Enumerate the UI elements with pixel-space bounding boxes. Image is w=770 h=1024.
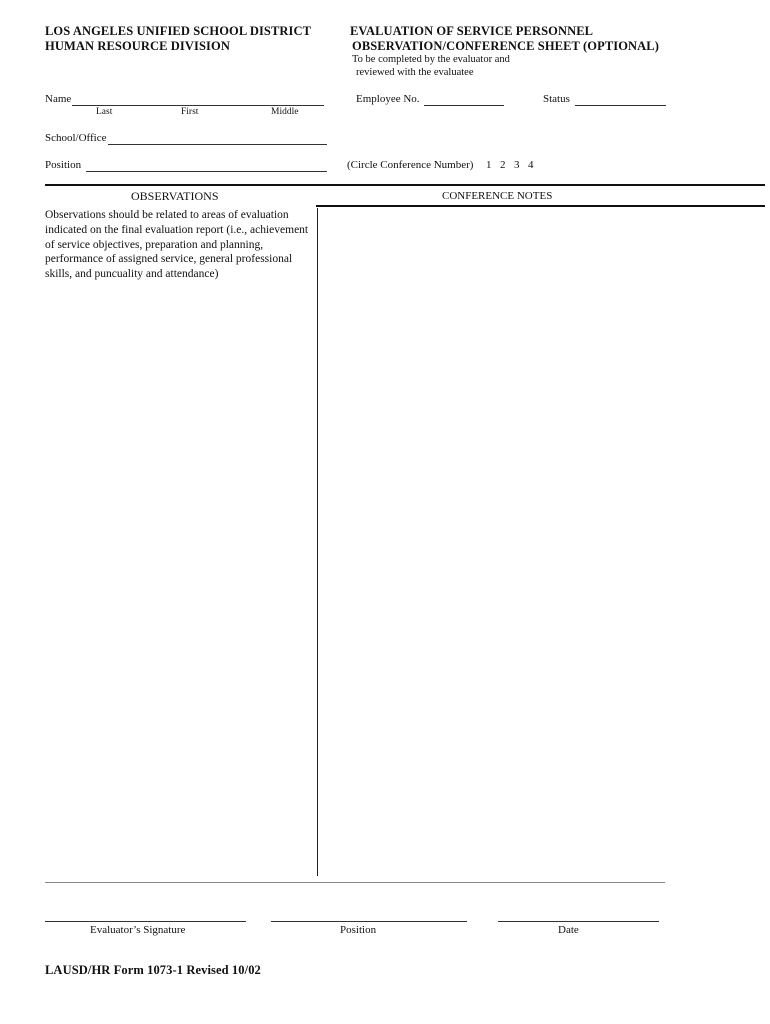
signature-date-label: Date	[558, 924, 579, 936]
school-office-field[interactable]	[108, 144, 327, 145]
section-top-rule	[45, 184, 765, 186]
district-name: LOS ANGELES UNIFIED SCHOOL DISTRICT	[45, 24, 312, 38]
conference-notes-area[interactable]	[322, 210, 765, 876]
position-label: Position	[45, 159, 82, 171]
name-last-caption: Last	[96, 107, 113, 117]
position-field[interactable]	[86, 171, 327, 172]
status-label: Status	[543, 93, 570, 105]
school-office-label: School/Office	[45, 132, 107, 144]
name-field[interactable]	[72, 105, 324, 106]
evaluator-signature-field[interactable]	[45, 921, 246, 922]
bottom-rule	[45, 882, 665, 883]
form-note-line1: To be completed by the evaluator and	[352, 54, 510, 65]
conference-number-label: (Circle Conference Number)	[347, 159, 474, 171]
status-field[interactable]	[575, 105, 666, 106]
form-subtitle: OBSERVATION/CONFERENCE SHEET (OPTIONAL)	[352, 39, 659, 53]
signature-date-field[interactable]	[498, 921, 659, 922]
conference-number-4[interactable]: 4	[528, 159, 534, 171]
conference-notes-rule	[316, 205, 765, 207]
evaluator-signature-label: Evaluator’s Signature	[90, 924, 186, 936]
form-note-line2: reviewed with the evaluatee	[356, 67, 474, 78]
form-title: EVALUATION OF SERVICE PERSONNEL	[350, 24, 594, 38]
employee-no-label: Employee No.	[356, 93, 420, 105]
form-id: LAUSD/HR Form 1073-1 Revised 10/02	[45, 963, 261, 977]
division-name: HUMAN RESOURCE DIVISION	[45, 39, 230, 53]
column-divider	[317, 208, 318, 876]
signature-position-field[interactable]	[271, 921, 467, 922]
name-first-caption: First	[181, 107, 199, 117]
observations-area[interactable]	[45, 290, 315, 876]
conference-number-1[interactable]: 1	[486, 159, 492, 171]
conference-notes-heading: CONFERENCE NOTES	[442, 190, 553, 202]
signature-position-label: Position	[340, 924, 377, 936]
observations-instructions: Observations should be related to areas of evaluation indicated on the final evaluation report (i.e., achievement of service objectives, preparation and planning, performance of assigned service, general professional skills, and puncuality and attendance)	[45, 209, 309, 281]
conference-number-2[interactable]: 2	[500, 159, 506, 171]
employee-no-field[interactable]	[424, 105, 504, 106]
name-middle-caption: Middle	[271, 107, 299, 117]
conference-number-3[interactable]: 3	[514, 159, 520, 171]
name-label: Name	[45, 93, 72, 105]
observations-heading: OBSERVATIONS	[131, 189, 219, 203]
